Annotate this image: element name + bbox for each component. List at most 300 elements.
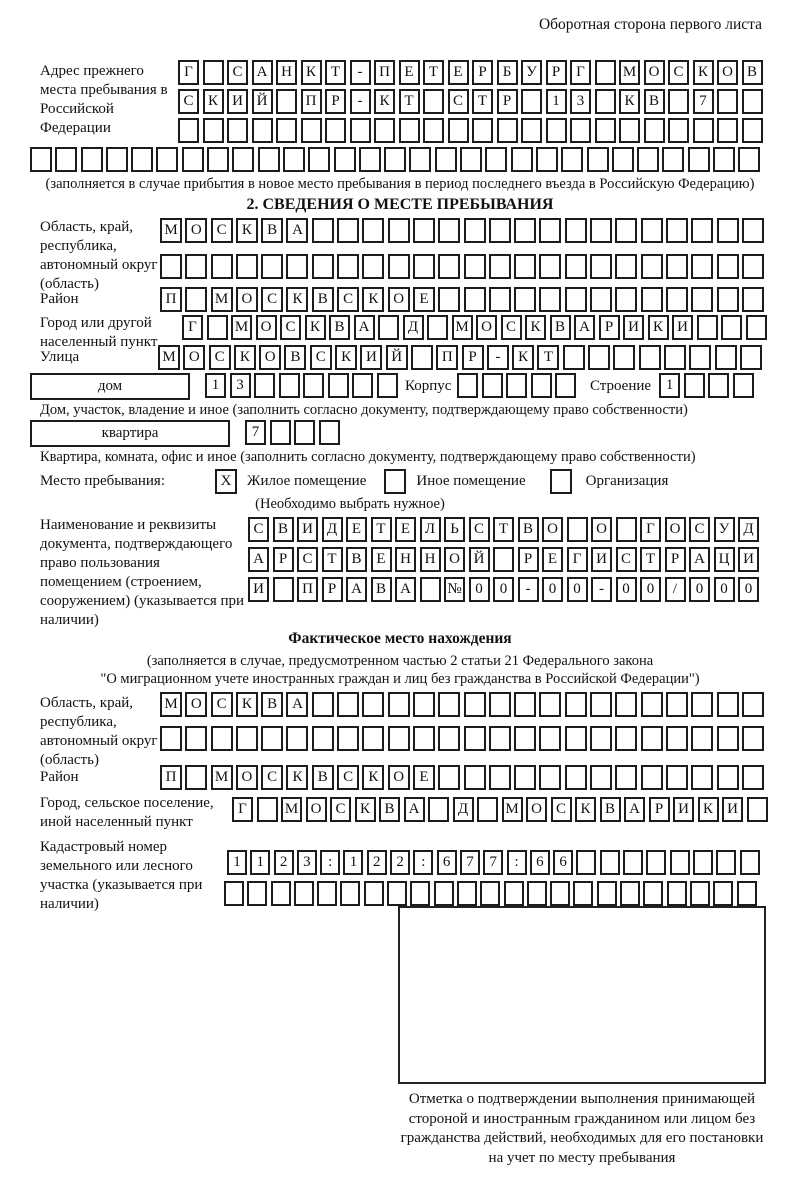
char-cell[interactable] [740, 850, 760, 875]
char-cell[interactable]: Е [371, 547, 392, 572]
char-cell[interactable]: И [297, 517, 318, 542]
char-cell[interactable]: К [525, 315, 546, 340]
char-cell[interactable] [691, 254, 713, 279]
char-cell[interactable]: С [616, 547, 637, 572]
char-cell[interactable] [434, 881, 454, 906]
char-cell[interactable] [427, 315, 448, 340]
char-cell[interactable] [521, 89, 542, 114]
char-cell[interactable]: С [689, 517, 710, 542]
char-cell[interactable]: 2 [367, 850, 387, 875]
char-cell[interactable]: 0 [542, 577, 563, 602]
house-field-box[interactable]: дом [30, 373, 190, 400]
char-cell[interactable]: Е [542, 547, 563, 572]
char-cell[interactable] [691, 726, 713, 751]
char-cell[interactable]: Г [567, 547, 588, 572]
char-cell[interactable] [742, 218, 764, 243]
char-cell[interactable]: 1 [659, 373, 680, 398]
char-cell[interactable]: К [698, 797, 719, 822]
char-cell[interactable]: С [280, 315, 301, 340]
char-cell[interactable]: А [286, 218, 308, 243]
char-cell[interactable]: В [284, 345, 306, 370]
char-cell[interactable] [514, 287, 536, 312]
char-cell[interactable]: Й [386, 345, 408, 370]
char-cell[interactable]: К [335, 345, 357, 370]
char-cell[interactable] [531, 373, 552, 398]
char-cell[interactable] [236, 726, 258, 751]
char-cell[interactable] [693, 118, 714, 143]
char-cell[interactable] [30, 147, 52, 172]
char-cell[interactable]: Т [472, 89, 493, 114]
char-cell[interactable]: П [160, 287, 182, 312]
char-cell[interactable]: О [306, 797, 327, 822]
char-cell[interactable] [312, 254, 334, 279]
char-cell[interactable]: О [185, 692, 207, 717]
char-cell[interactable] [294, 420, 315, 445]
char-cell[interactable]: А [252, 60, 273, 85]
char-cell[interactable] [576, 850, 596, 875]
char-cell[interactable]: Р [322, 577, 343, 602]
char-cell[interactable] [409, 147, 431, 172]
char-cell[interactable]: А [248, 547, 269, 572]
char-cell[interactable]: О [236, 765, 258, 790]
char-cell[interactable] [666, 287, 688, 312]
char-cell[interactable] [464, 765, 486, 790]
char-cell[interactable] [587, 147, 609, 172]
char-cell[interactable] [514, 692, 536, 717]
char-cell[interactable]: К [301, 60, 322, 85]
char-cell[interactable] [691, 218, 713, 243]
char-cell[interactable] [261, 254, 283, 279]
char-cell[interactable] [514, 254, 536, 279]
char-cell[interactable] [590, 218, 612, 243]
char-cell[interactable]: : [507, 850, 527, 875]
char-cell[interactable]: 3 [297, 850, 317, 875]
char-cell[interactable]: В [346, 547, 367, 572]
char-cell[interactable] [588, 345, 610, 370]
char-cell[interactable]: 0 [689, 577, 710, 602]
char-cell[interactable] [563, 345, 585, 370]
char-cell[interactable] [740, 345, 762, 370]
char-cell[interactable] [721, 315, 742, 340]
char-cell[interactable] [615, 726, 637, 751]
char-cell[interactable]: : [320, 850, 340, 875]
char-cell[interactable]: К [362, 765, 384, 790]
char-cell[interactable] [312, 692, 334, 717]
char-cell[interactable] [489, 218, 511, 243]
char-cell[interactable] [573, 881, 593, 906]
char-cell[interactable]: С [337, 287, 359, 312]
char-cell[interactable] [480, 881, 500, 906]
char-cell[interactable]: О [256, 315, 277, 340]
char-cell[interactable] [715, 345, 737, 370]
char-cell[interactable]: О [388, 765, 410, 790]
char-cell[interactable] [388, 254, 410, 279]
char-cell[interactable]: О [259, 345, 281, 370]
char-cell[interactable]: - [350, 60, 371, 85]
char-cell[interactable]: А [354, 315, 375, 340]
char-cell[interactable] [565, 692, 587, 717]
char-cell[interactable] [317, 881, 337, 906]
char-cell[interactable]: С [551, 797, 572, 822]
char-cell[interactable] [283, 147, 305, 172]
char-cell[interactable] [506, 373, 527, 398]
char-cell[interactable]: 2 [390, 850, 410, 875]
char-cell[interactable] [742, 254, 764, 279]
char-cell[interactable]: 1 [250, 850, 270, 875]
char-cell[interactable]: П [297, 577, 318, 602]
char-cell[interactable] [413, 218, 435, 243]
char-cell[interactable] [565, 218, 587, 243]
char-cell[interactable] [362, 726, 384, 751]
char-cell[interactable]: М [281, 797, 302, 822]
char-cell[interactable]: Е [448, 60, 469, 85]
char-cell[interactable] [742, 692, 764, 717]
char-cell[interactable] [713, 147, 735, 172]
char-cell[interactable]: И [722, 797, 743, 822]
char-cell[interactable]: 7 [245, 420, 266, 445]
char-cell[interactable]: 1 [343, 850, 363, 875]
char-cell[interactable] [590, 726, 612, 751]
char-cell[interactable]: Д [738, 517, 759, 542]
char-cell[interactable]: Б [497, 60, 518, 85]
char-cell[interactable] [182, 147, 204, 172]
char-cell[interactable] [615, 692, 637, 717]
char-cell[interactable] [489, 254, 511, 279]
char-cell[interactable] [254, 373, 275, 398]
char-cell[interactable]: Е [413, 287, 435, 312]
char-cell[interactable] [276, 118, 297, 143]
char-cell[interactable] [423, 118, 444, 143]
char-cell[interactable] [258, 147, 280, 172]
char-cell[interactable] [438, 287, 460, 312]
char-cell[interactable] [733, 373, 754, 398]
char-cell[interactable]: В [600, 797, 621, 822]
char-cell[interactable]: С [501, 315, 522, 340]
char-cell[interactable] [489, 287, 511, 312]
char-cell[interactable]: О [388, 287, 410, 312]
char-cell[interactable] [615, 254, 637, 279]
char-cell[interactable]: Й [469, 547, 490, 572]
char-cell[interactable] [713, 881, 733, 906]
char-cell[interactable]: Т [371, 517, 392, 542]
char-cell[interactable] [742, 765, 764, 790]
char-cell[interactable] [362, 254, 384, 279]
char-cell[interactable] [717, 726, 739, 751]
char-cell[interactable] [438, 254, 460, 279]
char-cell[interactable] [668, 118, 689, 143]
char-cell[interactable]: К [355, 797, 376, 822]
char-cell[interactable] [612, 147, 634, 172]
char-cell[interactable] [691, 287, 713, 312]
char-cell[interactable] [567, 517, 588, 542]
char-cell[interactable] [160, 254, 182, 279]
char-cell[interactable]: 1 [227, 850, 247, 875]
char-cell[interactable]: К [619, 89, 640, 114]
char-cell[interactable] [340, 881, 360, 906]
char-cell[interactable]: М [452, 315, 473, 340]
char-cell[interactable] [334, 147, 356, 172]
char-cell[interactable] [539, 287, 561, 312]
char-cell[interactable]: 2 [274, 850, 294, 875]
char-cell[interactable]: А [346, 577, 367, 602]
char-cell[interactable]: А [395, 577, 416, 602]
char-cell[interactable]: - [350, 89, 371, 114]
char-cell[interactable] [472, 118, 493, 143]
char-cell[interactable]: В [518, 517, 539, 542]
char-cell[interactable]: П [301, 89, 322, 114]
char-cell[interactable]: Д [453, 797, 474, 822]
char-cell[interactable] [737, 881, 757, 906]
char-cell[interactable]: - [591, 577, 612, 602]
char-cell[interactable]: И [623, 315, 644, 340]
char-cell[interactable]: В [312, 765, 334, 790]
char-cell[interactable]: П [436, 345, 458, 370]
char-cell[interactable] [362, 692, 384, 717]
char-cell[interactable] [308, 147, 330, 172]
char-cell[interactable]: 0 [616, 577, 637, 602]
char-cell[interactable] [438, 218, 460, 243]
char-cell[interactable]: 0 [469, 577, 490, 602]
char-cell[interactable] [666, 254, 688, 279]
char-cell[interactable] [615, 287, 637, 312]
char-cell[interactable] [328, 373, 349, 398]
char-cell[interactable]: 3 [570, 89, 591, 114]
char-cell[interactable] [716, 850, 736, 875]
char-cell[interactable]: Е [395, 517, 416, 542]
char-cell[interactable]: О [185, 218, 207, 243]
char-cell[interactable] [600, 850, 620, 875]
char-cell[interactable]: 0 [714, 577, 735, 602]
char-cell[interactable]: Т [493, 517, 514, 542]
char-cell[interactable] [668, 89, 689, 114]
char-cell[interactable]: С [209, 345, 231, 370]
char-cell[interactable]: И [672, 315, 693, 340]
char-cell[interactable]: Л [420, 517, 441, 542]
char-cell[interactable]: С [668, 60, 689, 85]
char-cell[interactable] [521, 118, 542, 143]
char-cell[interactable] [536, 147, 558, 172]
char-cell[interactable] [388, 218, 410, 243]
char-cell[interactable] [641, 254, 663, 279]
char-cell[interactable] [597, 881, 617, 906]
char-cell[interactable] [270, 420, 291, 445]
char-cell[interactable] [555, 373, 576, 398]
char-cell[interactable] [435, 147, 457, 172]
char-cell[interactable]: М [160, 218, 182, 243]
char-cell[interactable]: Г [182, 315, 203, 340]
char-cell[interactable] [252, 118, 273, 143]
char-cell[interactable] [286, 726, 308, 751]
char-cell[interactable] [717, 89, 738, 114]
char-cell[interactable]: С [261, 287, 283, 312]
char-cell[interactable]: У [521, 60, 542, 85]
char-cell[interactable]: М [158, 345, 180, 370]
char-cell[interactable] [236, 254, 258, 279]
char-cell[interactable] [413, 726, 435, 751]
char-cell[interactable] [207, 147, 229, 172]
char-cell[interactable] [428, 797, 449, 822]
char-cell[interactable]: О [665, 517, 686, 542]
char-cell[interactable] [489, 765, 511, 790]
stay-type-checkbox-dwelling[interactable]: X [215, 469, 237, 494]
char-cell[interactable]: К [374, 89, 395, 114]
char-cell[interactable] [641, 765, 663, 790]
char-cell[interactable]: В [550, 315, 571, 340]
char-cell[interactable]: О [444, 547, 465, 572]
char-cell[interactable] [359, 147, 381, 172]
char-cell[interactable]: Р [325, 89, 346, 114]
char-cell[interactable] [717, 254, 739, 279]
char-cell[interactable] [717, 765, 739, 790]
char-cell[interactable] [131, 147, 153, 172]
char-cell[interactable]: С [211, 218, 233, 243]
char-cell[interactable] [565, 765, 587, 790]
char-cell[interactable]: В [742, 60, 763, 85]
char-cell[interactable] [247, 881, 267, 906]
char-cell[interactable]: М [160, 692, 182, 717]
char-cell[interactable] [489, 692, 511, 717]
char-cell[interactable] [565, 726, 587, 751]
char-cell[interactable]: В [379, 797, 400, 822]
char-cell[interactable] [689, 345, 711, 370]
char-cell[interactable]: И [227, 89, 248, 114]
char-cell[interactable] [464, 254, 486, 279]
char-cell[interactable]: И [591, 547, 612, 572]
char-cell[interactable]: С [337, 765, 359, 790]
char-cell[interactable] [185, 287, 207, 312]
char-cell[interactable] [81, 147, 103, 172]
char-cell[interactable] [350, 118, 371, 143]
char-cell[interactable] [697, 315, 718, 340]
char-cell[interactable] [457, 373, 478, 398]
char-cell[interactable] [666, 692, 688, 717]
char-cell[interactable] [185, 765, 207, 790]
char-cell[interactable] [684, 373, 705, 398]
char-cell[interactable]: Ц [714, 547, 735, 572]
char-cell[interactable]: Т [322, 547, 343, 572]
char-cell[interactable]: Т [537, 345, 559, 370]
char-cell[interactable]: 3 [230, 373, 251, 398]
char-cell[interactable]: Т [325, 60, 346, 85]
char-cell[interactable] [211, 726, 233, 751]
stay-type-checkbox-other-premises[interactable] [384, 469, 406, 494]
char-cell[interactable]: А [624, 797, 645, 822]
char-cell[interactable] [595, 118, 616, 143]
char-cell[interactable] [688, 147, 710, 172]
char-cell[interactable] [232, 147, 254, 172]
char-cell[interactable]: И [673, 797, 694, 822]
char-cell[interactable]: 7 [483, 850, 503, 875]
char-cell[interactable]: Р [273, 547, 294, 572]
char-cell[interactable] [615, 765, 637, 790]
char-cell[interactable] [619, 118, 640, 143]
char-cell[interactable] [185, 254, 207, 279]
char-cell[interactable]: Г [232, 797, 253, 822]
char-cell[interactable]: Й [252, 89, 273, 114]
char-cell[interactable] [561, 147, 583, 172]
char-cell[interactable] [717, 218, 739, 243]
char-cell[interactable] [261, 726, 283, 751]
char-cell[interactable] [570, 118, 591, 143]
char-cell[interactable] [550, 881, 570, 906]
char-cell[interactable]: 7 [693, 89, 714, 114]
char-cell[interactable]: О [644, 60, 665, 85]
char-cell[interactable] [106, 147, 128, 172]
char-cell[interactable] [377, 373, 398, 398]
char-cell[interactable]: С [248, 517, 269, 542]
char-cell[interactable]: / [665, 577, 686, 602]
char-cell[interactable] [378, 315, 399, 340]
char-cell[interactable] [590, 765, 612, 790]
char-cell[interactable] [457, 881, 477, 906]
char-cell[interactable] [690, 881, 710, 906]
char-cell[interactable] [641, 726, 663, 751]
char-cell[interactable]: Р [599, 315, 620, 340]
char-cell[interactable]: Д [403, 315, 424, 340]
char-cell[interactable] [666, 765, 688, 790]
char-cell[interactable]: Р [472, 60, 493, 85]
char-cell[interactable] [504, 881, 524, 906]
char-cell[interactable]: С [211, 692, 233, 717]
char-cell[interactable]: С [330, 797, 351, 822]
char-cell[interactable] [388, 692, 410, 717]
char-cell[interactable] [337, 726, 359, 751]
char-cell[interactable] [613, 345, 635, 370]
char-cell[interactable] [224, 881, 244, 906]
char-cell[interactable] [55, 147, 77, 172]
char-cell[interactable]: И [360, 345, 382, 370]
char-cell[interactable]: К [362, 287, 384, 312]
char-cell[interactable] [742, 287, 764, 312]
char-cell[interactable] [615, 218, 637, 243]
char-cell[interactable]: - [487, 345, 509, 370]
char-cell[interactable] [539, 765, 561, 790]
char-cell[interactable] [539, 692, 561, 717]
char-cell[interactable] [595, 60, 616, 85]
char-cell[interactable]: 6 [437, 850, 457, 875]
char-cell[interactable]: Н [395, 547, 416, 572]
char-cell[interactable]: Е [413, 765, 435, 790]
char-cell[interactable] [352, 373, 373, 398]
char-cell[interactable] [667, 881, 687, 906]
char-cell[interactable]: Т [399, 89, 420, 114]
char-cell[interactable]: К [203, 89, 224, 114]
char-cell[interactable] [747, 797, 768, 822]
char-cell[interactable] [286, 254, 308, 279]
char-cell[interactable]: А [689, 547, 710, 572]
char-cell[interactable]: - [518, 577, 539, 602]
char-cell[interactable] [423, 89, 444, 114]
char-cell[interactable] [646, 850, 666, 875]
char-cell[interactable]: Д [322, 517, 343, 542]
char-cell[interactable] [185, 726, 207, 751]
char-cell[interactable]: Е [346, 517, 367, 542]
char-cell[interactable] [337, 692, 359, 717]
char-cell[interactable] [641, 218, 663, 243]
char-cell[interactable] [227, 118, 248, 143]
char-cell[interactable] [616, 517, 637, 542]
char-cell[interactable] [539, 254, 561, 279]
char-cell[interactable] [399, 118, 420, 143]
char-cell[interactable]: 0 [493, 577, 514, 602]
char-cell[interactable] [388, 726, 410, 751]
char-cell[interactable]: О [236, 287, 258, 312]
char-cell[interactable]: К [234, 345, 256, 370]
char-cell[interactable] [438, 692, 460, 717]
char-cell[interactable] [312, 726, 334, 751]
char-cell[interactable]: 7 [460, 850, 480, 875]
char-cell[interactable]: К [236, 218, 258, 243]
